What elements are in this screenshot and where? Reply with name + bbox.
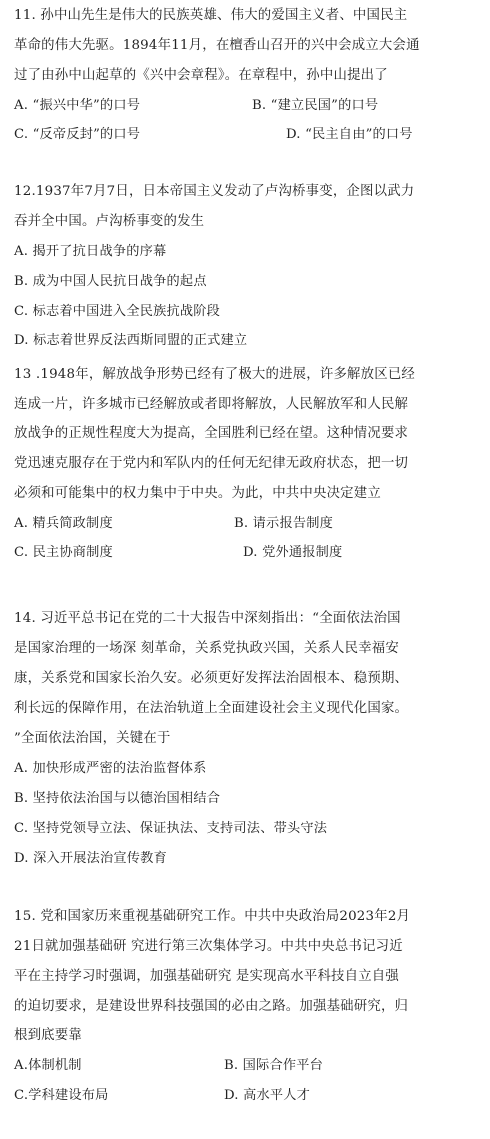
question-14-stem-line-2: 是国家治理的一场深 刻革命，关系党执政兴国，关系人民幸福安 xyxy=(14,641,399,656)
question-14-stem-line-4: 利长远的保障作用，在法治轨道上全面建设社会主义现代化国家。 xyxy=(14,701,409,716)
question-13-option-a: A. 精兵简政制度 xyxy=(14,516,113,531)
question-14-option-c: C. 坚持党领导立法、保证执法、支持司法、带头守法 xyxy=(14,821,328,836)
question-12-option-d: D. 标志着世界反法西斯同盟的正式建立 xyxy=(14,333,248,348)
question-12-option-a: A. 揭开了抗日战争的序幕 xyxy=(14,244,167,259)
question-13-stem-line-2: 连成一片，许多城市已经解放或者即将解放，人民解放军和人民解 xyxy=(14,397,409,412)
question-15-stem-line-3: 平在主持学习时强调，加强基础研究 是实现高水平科技自立自强 xyxy=(14,969,399,984)
question-14-stem-line-1: 14. 习近平总书记在党的二十大报告中深刻指出：“全面依法治国 xyxy=(14,611,401,626)
question-13-option-b: B. 请示报告制度 xyxy=(234,516,333,531)
question-15-stem-line-4: 的迫切要求，是建设世界科技强国的必由之路。加强基础研究，归 xyxy=(14,999,409,1014)
question-13-option-d: D. 党外通报制度 xyxy=(243,545,343,560)
question-15-option-d: D. 高水平人才 xyxy=(224,1088,311,1103)
question-12-option-b: B. 成为中国人民抗日战争的起点 xyxy=(14,274,207,289)
question-11-stem-line-1: 11. 孙中山先生是伟大的民族英雄、伟大的爱国主义者、中国民主 xyxy=(14,8,408,23)
question-15-option-a: A.体制机制 xyxy=(14,1058,82,1073)
question-14-option-a: A. 加快形成严密的法治监督体系 xyxy=(14,761,207,776)
question-11-option-b: B. “建立民国”的口号 xyxy=(252,98,379,113)
question-15-stem-line-5: 根到底要靠 xyxy=(14,1028,82,1043)
question-14-option-d: D. 深入开展法治宣传教育 xyxy=(14,851,167,866)
question-14-stem-line-3: 康，关系党和国家长治久安。必须更好发挥法治固根本、稳预期、 xyxy=(14,671,409,686)
question-11-stem-line-3: 过了由孙中山起草的《兴中会章程》。在章程中，孙中山提出了 xyxy=(14,68,388,83)
question-12-stem-line-2: 吞并全中国。卢沟桥事变的发生 xyxy=(14,214,205,229)
question-13-stem-line-5: 必须和可能集中的权力集中于中央。为此，中共中央决定建立 xyxy=(14,486,381,501)
question-11-option-d: D. “民主自由”的口号 xyxy=(286,127,413,142)
question-11-stem-line-2: 革命的伟大先驱。1894年11月，在檀香山召开的兴中会成立大会通 xyxy=(14,38,420,53)
question-13-stem-line-1: 13 .1948年，解放战争形势已经有了极大的进展，许多解放区已经 xyxy=(14,367,415,382)
question-11-option-a: A. “振兴中华”的口号 xyxy=(14,98,141,113)
question-15-stem-line-1: 15. 党和国家历来重视基础研究工作。中共中央政治局2023年2月 xyxy=(14,909,411,924)
question-15-option-c: C.学科建设布局 xyxy=(14,1088,109,1103)
question-14-option-b: B. 坚持依法治国与以德治国相结合 xyxy=(14,791,221,806)
question-11-option-c: C. “反帝反封”的口号 xyxy=(14,127,141,142)
question-12-stem-line-1: 12.1937年7月7日，日本帝国主义发动了卢沟桥事变，企图以武力 xyxy=(14,184,415,199)
question-13-stem-line-3: 放战争的正规性程度大为提高，全国胜利已经在望。这种情况要求 xyxy=(14,426,409,441)
question-14-stem-line-5: ”全面依法治国，关键在于 xyxy=(14,731,171,746)
question-15-option-b: B. 国际合作平台 xyxy=(224,1058,323,1073)
question-13-option-c: C. 民主协商制度 xyxy=(14,545,113,560)
question-15-stem-line-2: 21日就加强基础研 究进行第三次集体学习。中共中央总书记习近 xyxy=(14,939,403,954)
question-13-stem-line-4: 党迅速克服存在于党内和军队内的任何无纪律无政府状态，把一切 xyxy=(14,456,409,471)
question-12-option-c: C. 标志着中国进入全民族抗战阶段 xyxy=(14,304,221,319)
